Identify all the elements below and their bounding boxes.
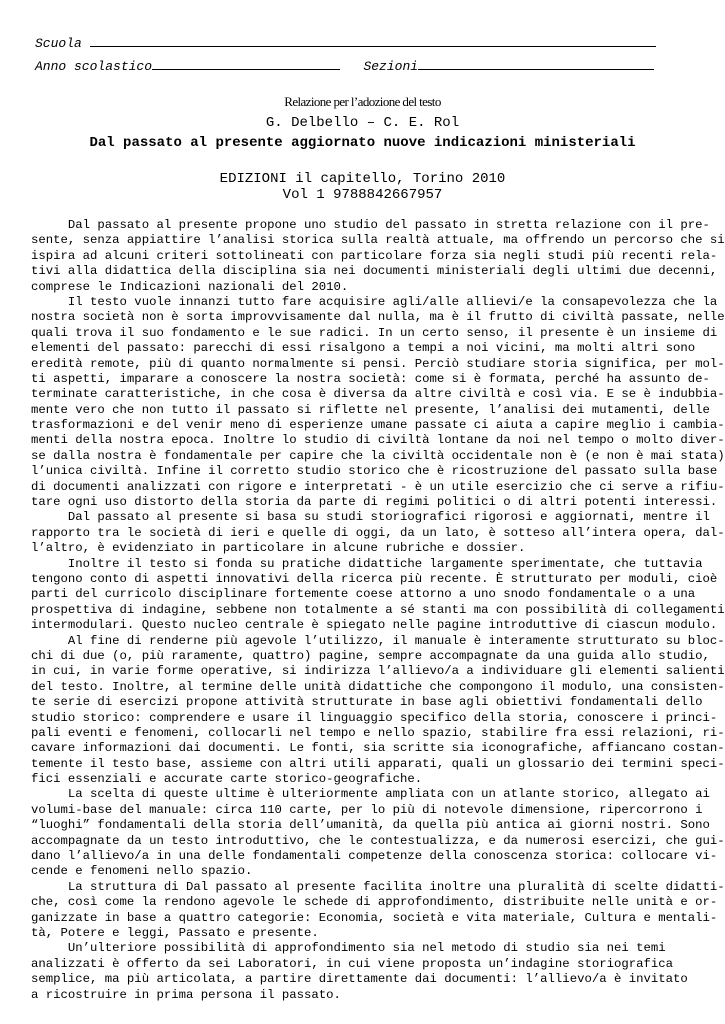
body-text-line: trasformazioni e del venir meno di esperienze umane passate ci aiuta a capire meglio i cambia- — [31, 418, 725, 433]
body-text-line: sente, senza appiattire l’analisi storica sulla realtà attuale, ma offrendo un percorso che si — [31, 233, 725, 248]
body-text-line: Inoltre il testo si fonda su pratiche didattiche largamente sperimentate, che tuttavia — [31, 556, 703, 571]
body-text-line: pali eventi e fenomeni, collocarli nel tempo e nello spazio, stabilire fra essi relazioni, ri- — [31, 725, 725, 740]
year-label: Anno scolastico — [35, 59, 153, 74]
body-text-line: dano l’allievo/a in una delle fondamentali competenze della conoscenza storica: collocare vi- — [31, 849, 718, 864]
body-text-line: La struttura di Dal passato al presente facilita inoltre una pluralità di scelte didatti- — [31, 879, 725, 894]
body-text-line: semplice, ma più articolata, a partire direttamente dai documenti: l’allievo/a è invitato — [31, 972, 688, 987]
body-text-line: rapporto tra le società di ieri e quelle di oggi, da un lato, è sotteso all’intera opera, dal- — [31, 525, 725, 540]
publisher-line: EDIZIONI il capitello, Torino 2010 — [219, 171, 506, 187]
sections-label: Sezioni — [363, 59, 419, 74]
body-text-line: Un’ulteriore possibilità di approfondimento sia nel metodo di studio sia nei temi — [31, 941, 666, 956]
body-text-line: comprese le Indicazioni nazionali del 2010. — [31, 279, 349, 294]
body-text-line: se dalla nostra è fondamentale per capire che la civiltà occidentale non è (e non è mai stata) — [31, 448, 725, 463]
body-text-line: quali trova il suo fondamento e le sue radici. In un certo senso, il presente è un insieme di — [31, 325, 718, 340]
school-field — [35, 34, 656, 51]
body-text-line: in cui, in varie forme operative, si indirizza l’allievo/a a individuare gli elementi salienti — [31, 664, 725, 679]
body-text-line: chi di due (o, più raramente, quattro) pagine, sempre accompagnate da una guida allo studio, — [31, 648, 710, 663]
body-text-line: intermodulari. Questo nucleo centrale è spiegato nelle pagine introduttive di ciascun modulo. — [31, 618, 718, 633]
body-text-line: ispira ad alcuni criteri sottolineati con particolare forza sia negli studi più recenti rela- — [31, 248, 718, 263]
body-text-line: elementi del passato: parecchi di essi risalgono a tempi a noi vicini, ma molti altri sono — [31, 341, 696, 356]
body-text-line: a ricostruire in prima persona il passato. — [31, 987, 341, 1002]
body-text-line: tengono conto di aspetti innovativi della ricerca più recente. È strutturato per moduli, cioè — [31, 571, 718, 586]
report-title: Relazione per l’adozione del testo — [284, 94, 441, 109]
body-text-line: tare ogni uso distorto della storia da parte di regimi politici o di altri potenti interessi. — [31, 495, 718, 510]
body-text-line: temente il testo base, assieme con altri utili apparati, quali un glossario dei termini speci- — [31, 756, 725, 771]
body-text-line: eredità remote, più di quanto normalmente si pensi. Perciò studiare storia significa, per mol- — [31, 356, 725, 371]
body-text-line: Dal passato al presente propone uno studio del passato in stretta relazione con il pre- — [31, 218, 710, 232]
body-text-line: parti del curricolo disciplinare fortemente coese attorno a uno snodo fondamentale o a una — [31, 587, 696, 602]
body-text-line: volumi-base del manuale: circa 110 carte, per lo più di notevole dimensione, ripercorrono i — [31, 802, 703, 817]
body-text-line: terminate caratteristiche, in che cosa è diversa da altre civiltà e così via. E se è indubbia- — [31, 387, 725, 402]
body-text-line: ganizzate in base a quattro categorie: Economia, società e vita materiale, Cultura e mentali- — [31, 910, 718, 925]
body-text-line: te serie di esercizi propone attività strutturate in base agli obiettivi fondamentali dello — [31, 695, 703, 710]
sections-blank-line — [418, 57, 654, 70]
body-text-line: Il testo vuole innanzi tutto fare acquisire agli/alle allievi/e la consapevolezza che la — [31, 294, 718, 309]
body-text-line: analizzati è offerto da sei Laboratori, in cui viene proposta un’indagine storiografica — [31, 956, 674, 971]
body-text-line: del testo. Inoltre, al termine delle unità didattiche che compongono il modulo, una consisten- — [31, 679, 725, 694]
report-body — [31, 218, 725, 1003]
book-authors: G. Delbello – C. E. Rol — [265, 115, 460, 131]
body-text-line: Al fine di renderne più agevole l’utilizzo, il manuale è interamente strutturato su bloc- — [31, 633, 725, 648]
body-text-line: che, così come la rendono agevole le schede di approfondimento, distribuite nelle unità e or- — [31, 895, 718, 910]
body-text-line: mente vero che non tutto il passato si riflette nel presente, l’analisi dei mutamenti, delle — [31, 402, 710, 417]
body-text-line: di documenti analizzati con rigore e interpretati - è un utile esercizio che ci serve a rifiu- — [31, 479, 725, 494]
body-text-line: l’unica civiltà. Infine il corretto studio storico che è ricostruzione del passato sulla base — [31, 464, 718, 479]
body-text-line: prospettiva di indagine, sebbene non totalmente a sé stanti ma con possibilità di collegamenti — [31, 602, 725, 617]
body-text-line: La scelta di queste ultime è ulteriormente ampliata con un atlante storico, allegato ai — [31, 787, 710, 802]
body-text-line: fici essenziali e accurate carte storico-geografiche. — [31, 772, 423, 787]
year-sections-field — [35, 57, 654, 74]
body-text-line: tà, Potere e leggi, Passato e presente. — [31, 925, 319, 940]
body-text-line: studio storico: comprendere e usare il linguaggio specifico della storia, conoscere i princi- — [31, 710, 718, 725]
book-title: Dal passato al presente aggiornato nuove indicazioni ministeriali — [89, 135, 636, 151]
volume-line: Vol 1 9788842667957 — [282, 187, 443, 203]
body-text-line: “luoghi” fondamentali della storia dell’umanità, da quella più antica ai giorni nostri. Sono — [31, 818, 710, 833]
body-text-line: accompagnate da un testo introduttivo, che le contestualizza, e da numerosi esercizi, che gui- — [31, 833, 725, 848]
school-blank-line — [90, 34, 656, 47]
body-text-line: cavare informazioni dai documenti. Le fonti, sia scritte sia iconografiche, affiancano costan- — [31, 741, 725, 756]
year-blank-line — [152, 57, 340, 70]
body-text-line: tivi alla didattica della disciplina sia nei documenti ministeriali degli ultimi due decenni, — [31, 264, 718, 279]
body-text-line: l’altro, è evidenziato in particolare in alcune rubriche e dossier. — [31, 541, 526, 556]
body-text-line: nostra società non è sorta improvvisamente dal nulla, ma è il frutto di civiltà passate, nelle — [31, 310, 725, 325]
body-text-line: Dal passato al presente si basa su studi storiografici rigorosi e aggiornati, mentre il — [31, 510, 710, 525]
body-text-line: ti aspetti, imparare a conoscere la nostra società: come si è formata, perché ha assunto de- — [31, 371, 710, 386]
body-text-line: cende e fenomeni nello spazio. — [31, 864, 253, 879]
body-text-line: menti della nostra epoca. Inoltre lo studio di civiltà lontane da noi nel tempo o molto diver- — [31, 433, 725, 448]
school-label: Scuola — [35, 36, 82, 51]
